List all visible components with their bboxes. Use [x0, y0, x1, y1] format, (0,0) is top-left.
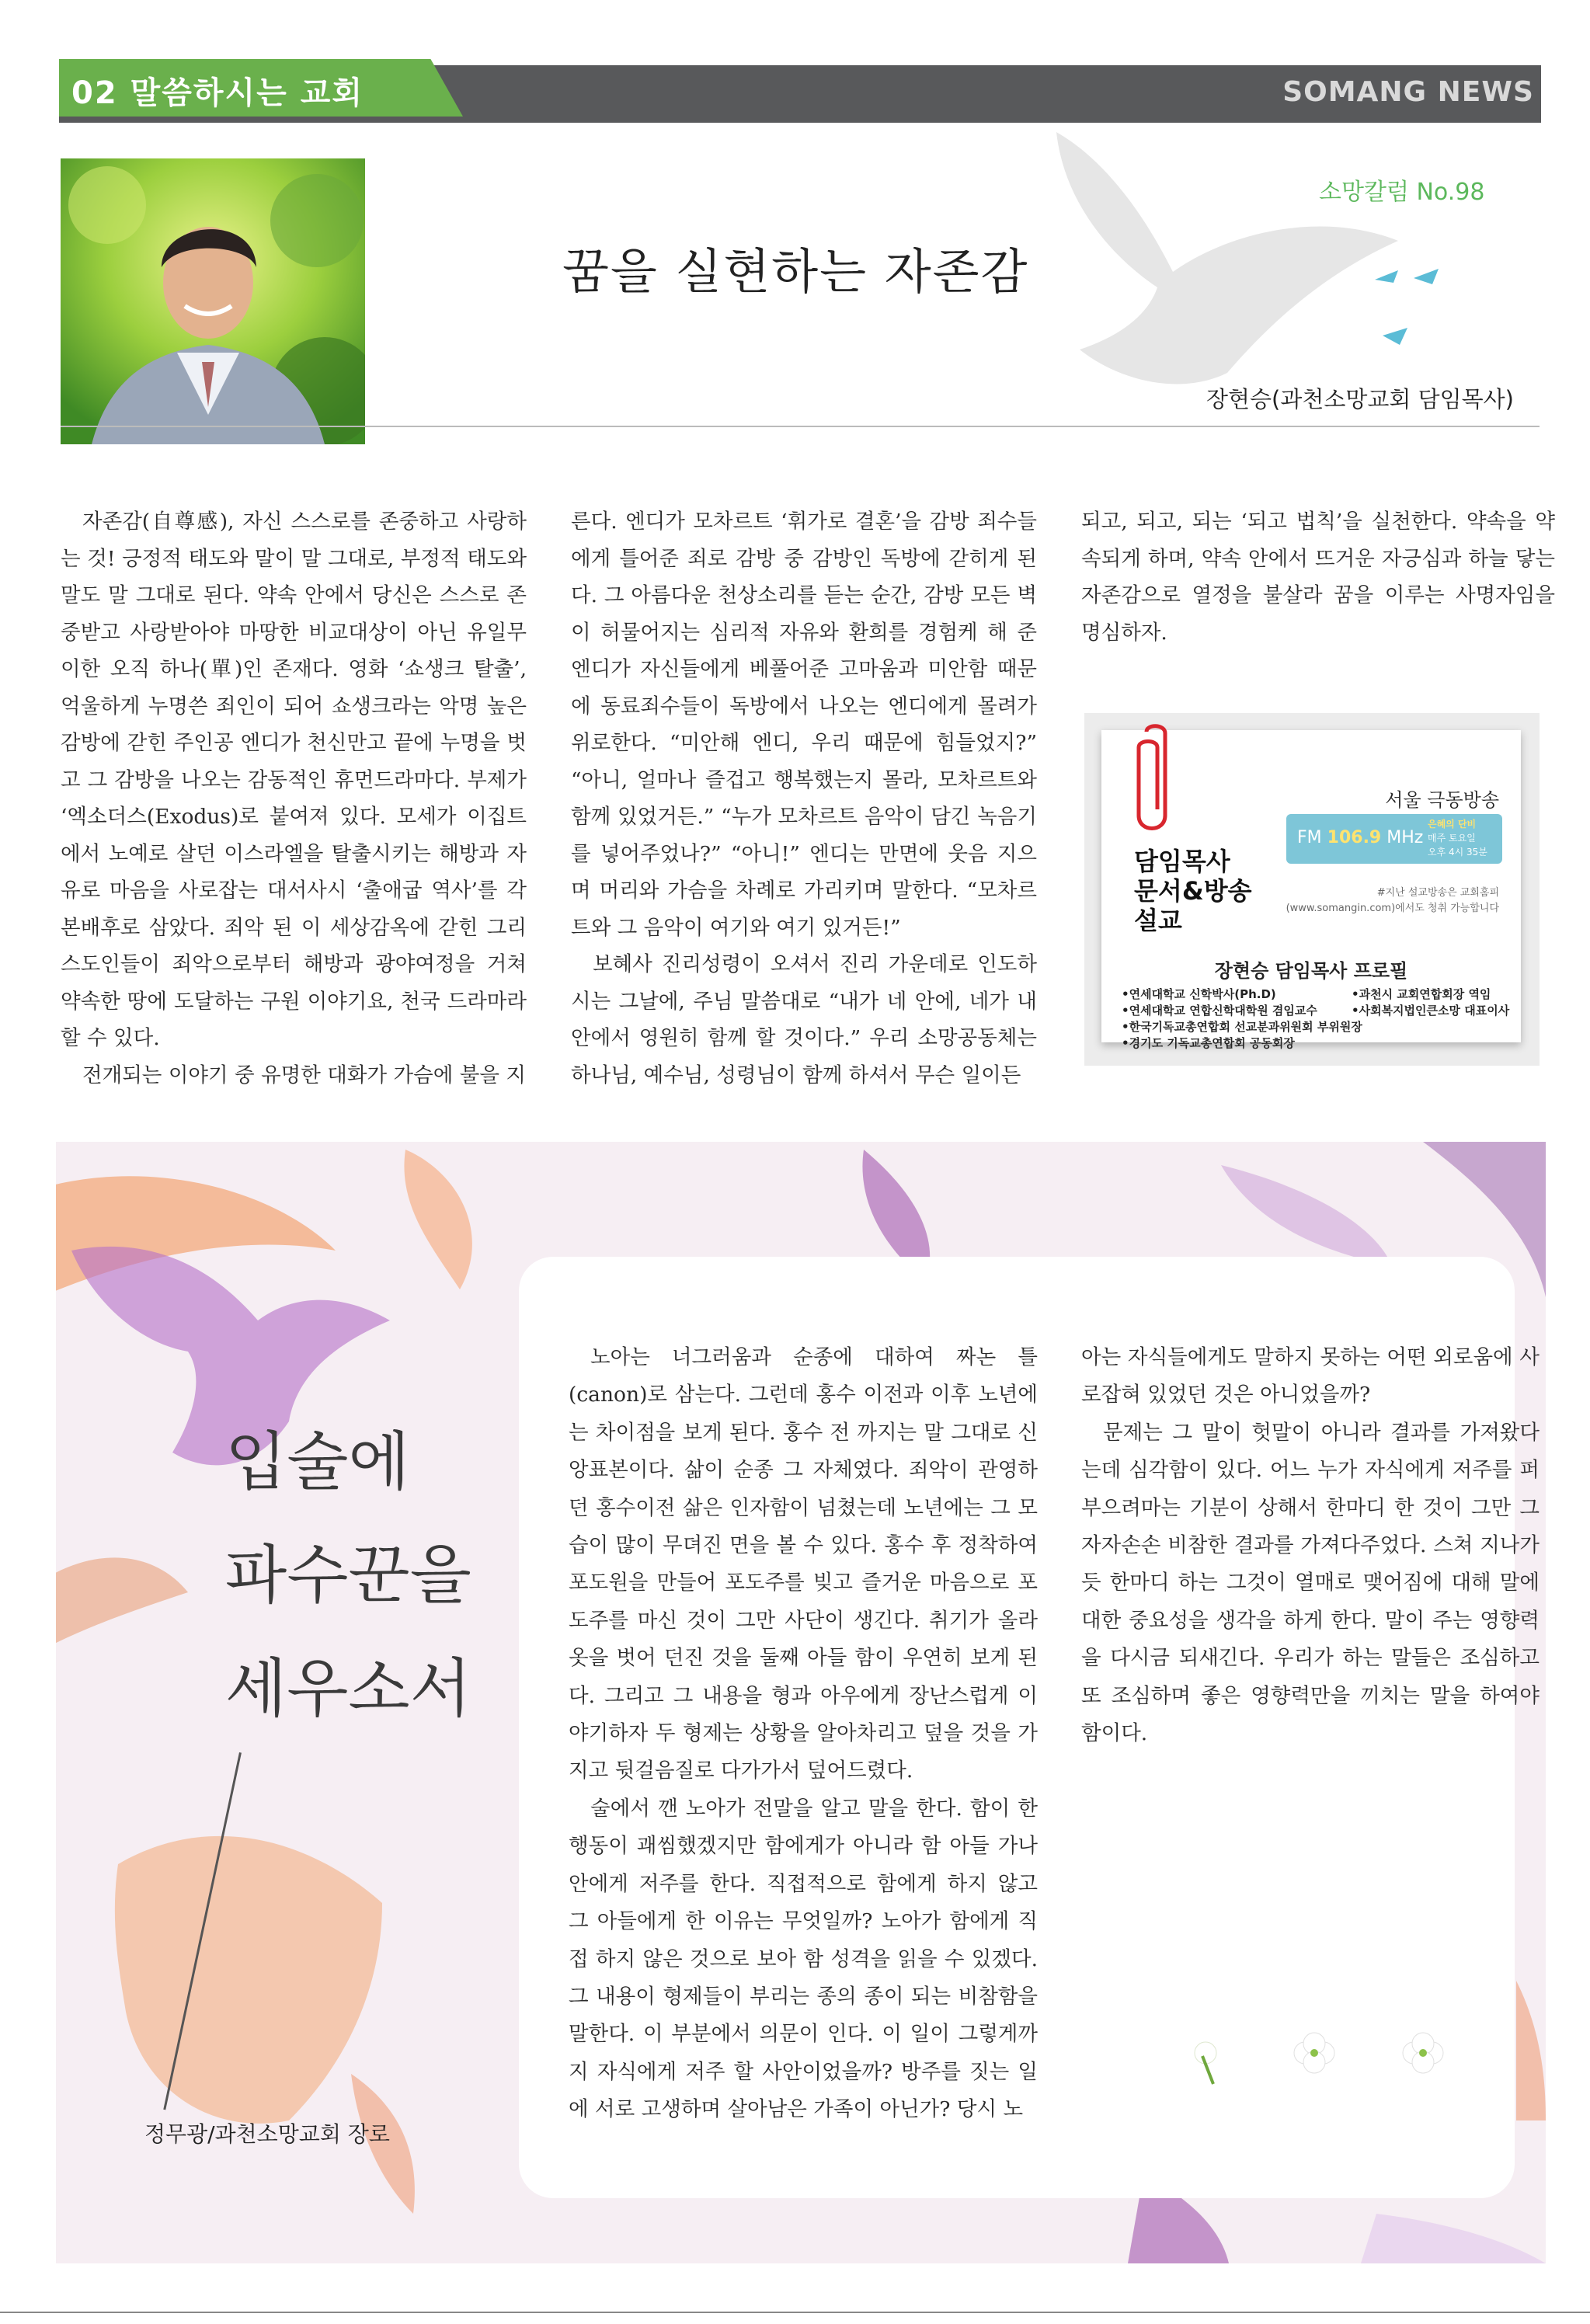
program-schedule: [1428, 817, 1487, 859]
info-card: [1101, 730, 1521, 1050]
paragraph: 보혜사 진리성령이 오셔서 진리 가운데로 인도하시는 그날에, 주님 말씀대로 “내가 네 안에, 네가 내 안에서 영원히 함께 할 것이다.” 우리 소망공동체는 하나님, 예수님, 성령님이 함께 하셔서 무슨 일이든: [571, 952, 1037, 1087]
info-heading-line: 설교: [1134, 906, 1182, 935]
text-column-3: [1081, 503, 1555, 651]
fm-badge: [1286, 814, 1502, 864]
birds-icon: [1367, 256, 1460, 365]
essay-title-line: 입술에: [225, 1425, 410, 1499]
essay-author: 정무광/과천소망교회 장로: [144, 2121, 390, 2147]
profile-list-left: [1122, 986, 1362, 1052]
paragraph: 자존감(自尊感), 자신 스스로를 존중하고 사랑하는 것! 긍정적 태도와 말이 말 그대로, 부정적 태도와 말도 말 그대로 된다. 약속 안에서 당신은 스스로 존중받고 사랑받아야 마땅한 비교대상이 아닌 유일무이한 오직 하나(單)인 존재다. 영화 ‘쇼생크 탈출’, 억울하게 누명쓴 죄인이 되어 쇼생크라는 악명 높은 감방에 갇힌 주인공 엔디가 천신만고 끝에 누명을 벗고 그 감방을 나오는 감동적인 휴먼드라마다. 부제가 ‘엑소더스(Exodus)로 붙여져 있다. 모세가 이집트에서 노예로 살던 이스라엘을 탈출시키는 해방과 자유로 마음을 사로잡는 대서사시 ‘출애굽 역사’를 각본배후로 삼았다. 죄악 된 이 세상감옥에 갇힌 그리스도인들이 죄악으로부터 해방과 광야여정을 거쳐 약속한 땅에 도달하는 구원 이야기요, 천국 드라마라 할 수 있다.: [61, 510, 527, 1050]
profile-item: •과천시 교회연합회장 역임: [1352, 987, 1491, 1001]
info-heading: [1134, 847, 1252, 935]
schedule-day: 매주 토요일: [1428, 833, 1476, 844]
essay-title-line: 세우소서: [225, 1652, 471, 1726]
page-bottom-rule: [0, 2312, 1590, 2313]
paragraph: 술에서 깬 노아가 전말을 알고 말을 한다. 함이 한 행동이 괘씸했겠지만 함에게가 아니라 함 아들 가나안에게 저주를 한다. 직접적으로 함에게 하지 않고 그 아들에게 한 이유는 무엇일까? 노아가 함에게 직접 하지 않은 것으로 보아 함 성격을 읽을 수 있겠다. 그 내용이 형제들이 부리는 종의 종이 되는 비참함을 말한다. 이 부분에서 의문이 인다. 이 일이 그렇게까지 자식에게 저주 할 사안이었을까? 방주를 짓는 일에 서로 고생하며 살아남은 가족이 아닌가? 당시 노: [569, 1796, 1038, 2122]
paragraph: 른다. 엔디가 모차르트 ‘휘가로 결혼’을 감방 죄수들에게 틀어준 죄로 감방 중 감방인 독방에 갇히게 된다. 그 아름다운 천상소리를 듣는 순간, 감방 모든 벽이 허물어지는 심리적 자유와 환희를 경험케 해 준 엔디가 자신들에게 베풀어준 고마움과 미안함 때문에 동료죄수들이 독방에서 나오는 엔디에게 몰려가 위로한다. “미안해 엔디, 우리 때문에 힘들었지?” “아니, 얼마나 즐겁고 행복했는지 몰라, 모차르트와 함께 있었거든.” “누가 모차르트 음악이 담긴 녹음기를 넣어주었나?” “아니!” 엔디는 만면에 웃음 지으며 머리와 가슴을 차례로 가리키며 말한다. “모차르트와 그 음악이 여기와 여기 있거든!”: [571, 510, 1037, 940]
station-name: 서울 극동방송: [1385, 789, 1499, 811]
article-title: 꿈을 실현하는 자존감: [562, 243, 1029, 300]
schedule-time: 오후 4시 35분: [1428, 847, 1487, 858]
fm-number: 106.9: [1327, 828, 1382, 847]
dove-illustration: [994, 117, 1429, 412]
profile-item: •경기도 기독교총연합회 공동회장: [1122, 1036, 1295, 1050]
fm-unit: MHz: [1386, 828, 1424, 847]
website-note: [1286, 885, 1499, 917]
paragraph: 아는 자식들에게도 말하지 못하는 어떤 외로움에 사로잡혀 있었던 것은 아니었을까?: [1081, 1345, 1540, 1407]
info-heading-line: 문서&방송: [1134, 876, 1252, 906]
brand-name: SOMANG NEWS: [1282, 76, 1534, 108]
pastor-photo: [61, 158, 365, 444]
essay-section: [56, 1142, 1546, 2263]
divider: [61, 426, 1540, 427]
profile-item: •연세대학교 신학박사(Ph.D): [1122, 987, 1276, 1001]
essay-title-line: 파수꾼을: [225, 1539, 471, 1613]
note-line: (www.somangin.com)에서도 청취 가능합니다: [1286, 903, 1499, 914]
text-column-1: [61, 503, 527, 1094]
note-line: #지난 설교방송은 교회홈피: [1376, 887, 1499, 899]
paragraph: 전개되는 이야기 중 유명한 대화가 가슴에 불을 지: [82, 1063, 526, 1087]
paperclip-icon: [1131, 724, 1178, 840]
info-heading-line: 담임목사: [1134, 847, 1230, 876]
profile-item: •연세대학교 연합신학대학원 겸임교수: [1122, 1004, 1317, 1018]
article-author: 장현승(과천소망교회 담임목사): [1206, 386, 1514, 412]
paragraph: 노아는 너그러움과 순종에 대하여 짜논 틀(canon)로 삼는다. 그런데 홍수 이전과 이후 노년에는 차이점을 보게 된다. 홍수 전 까지는 말 그대로 신앙표본이다. 삶이 순종 그 자체였다. 죄악이 관영하던 홍수이전 삶은 인자함이 넘쳤는데 노년에는 그 모습이 많이 무뎌진 면을 볼 수 있다. 홍수 후 정착하여 포도원을 만들어 포도주를 빚고 즐거운 마음으로 포도주를 마신 것이 그만 사단이 생긴다. 취기가 올라 옷을 벗어 던진 것을 둘째 아들 함이 우연히 보게 된다. 그리고 그 내용을 형과 아우에게 장난스럽게 이야기하자 두 형제는 상황을 알아차리고 덮을 것을 가지고 뒷걸음질로 다가가서 덮어드렸다.: [569, 1345, 1038, 1783]
essay-title: [225, 1406, 471, 1746]
paragraph: 문제는 그 말이 헛말이 아니라 결과를 가져왔다는데 심각함이 있다. 어느 누가 자식에게 저주를 퍼부으려마는 기분이 상해서 한마디 한 것이 그만 그 자자손손 비참한 결과를 가져다주었다. 스쳐 지나가듯 한마디 하는 그것이 열매로 맺어짐에 대해 말에 대한 중요성을 생각을 하게 한다. 말이 주는 영향력을 다시금 되새긴다. 우리가 하는 말들은 조심하고 또 조심하며 좋은 영향력만을 끼치는 말을 하여야 함이다.: [1081, 1420, 1540, 1746]
fm-frequency: [1297, 828, 1423, 847]
paragraph: 되고, 되고, 되는 ‘되고 법칙’을 실천한다. 약속을 약속되게 하며, 약속 안에서 뜨거운 자긍심과 하늘 닿는 자존감으로 열정을 불살라 꿈을 이루는 사명자임을 명심하자.: [1081, 510, 1555, 645]
profile-list-right: [1352, 986, 1509, 1019]
fm-label: FM: [1297, 828, 1322, 847]
essay-column-1: [569, 1339, 1038, 2129]
profile-item: •한국기독교총연합회 선교분과위원회 부위원장: [1122, 1020, 1362, 1034]
profile-item: •사회복지법인큰소망 대표이사: [1352, 1004, 1510, 1018]
essay-column-2: [1081, 1339, 1540, 1752]
column-number: 소망칼럼 No.98: [1319, 179, 1485, 206]
flowers-illustration: [1159, 2010, 1477, 2096]
sermon-info-box: [1084, 713, 1540, 1066]
profile-title: 장현승 담임목사 프로필: [1214, 960, 1408, 982]
text-column-2: [571, 503, 1037, 1094]
program-name: 은혜의 단비: [1428, 819, 1477, 830]
section-title: 02 말씀하시는 교회: [71, 75, 364, 111]
